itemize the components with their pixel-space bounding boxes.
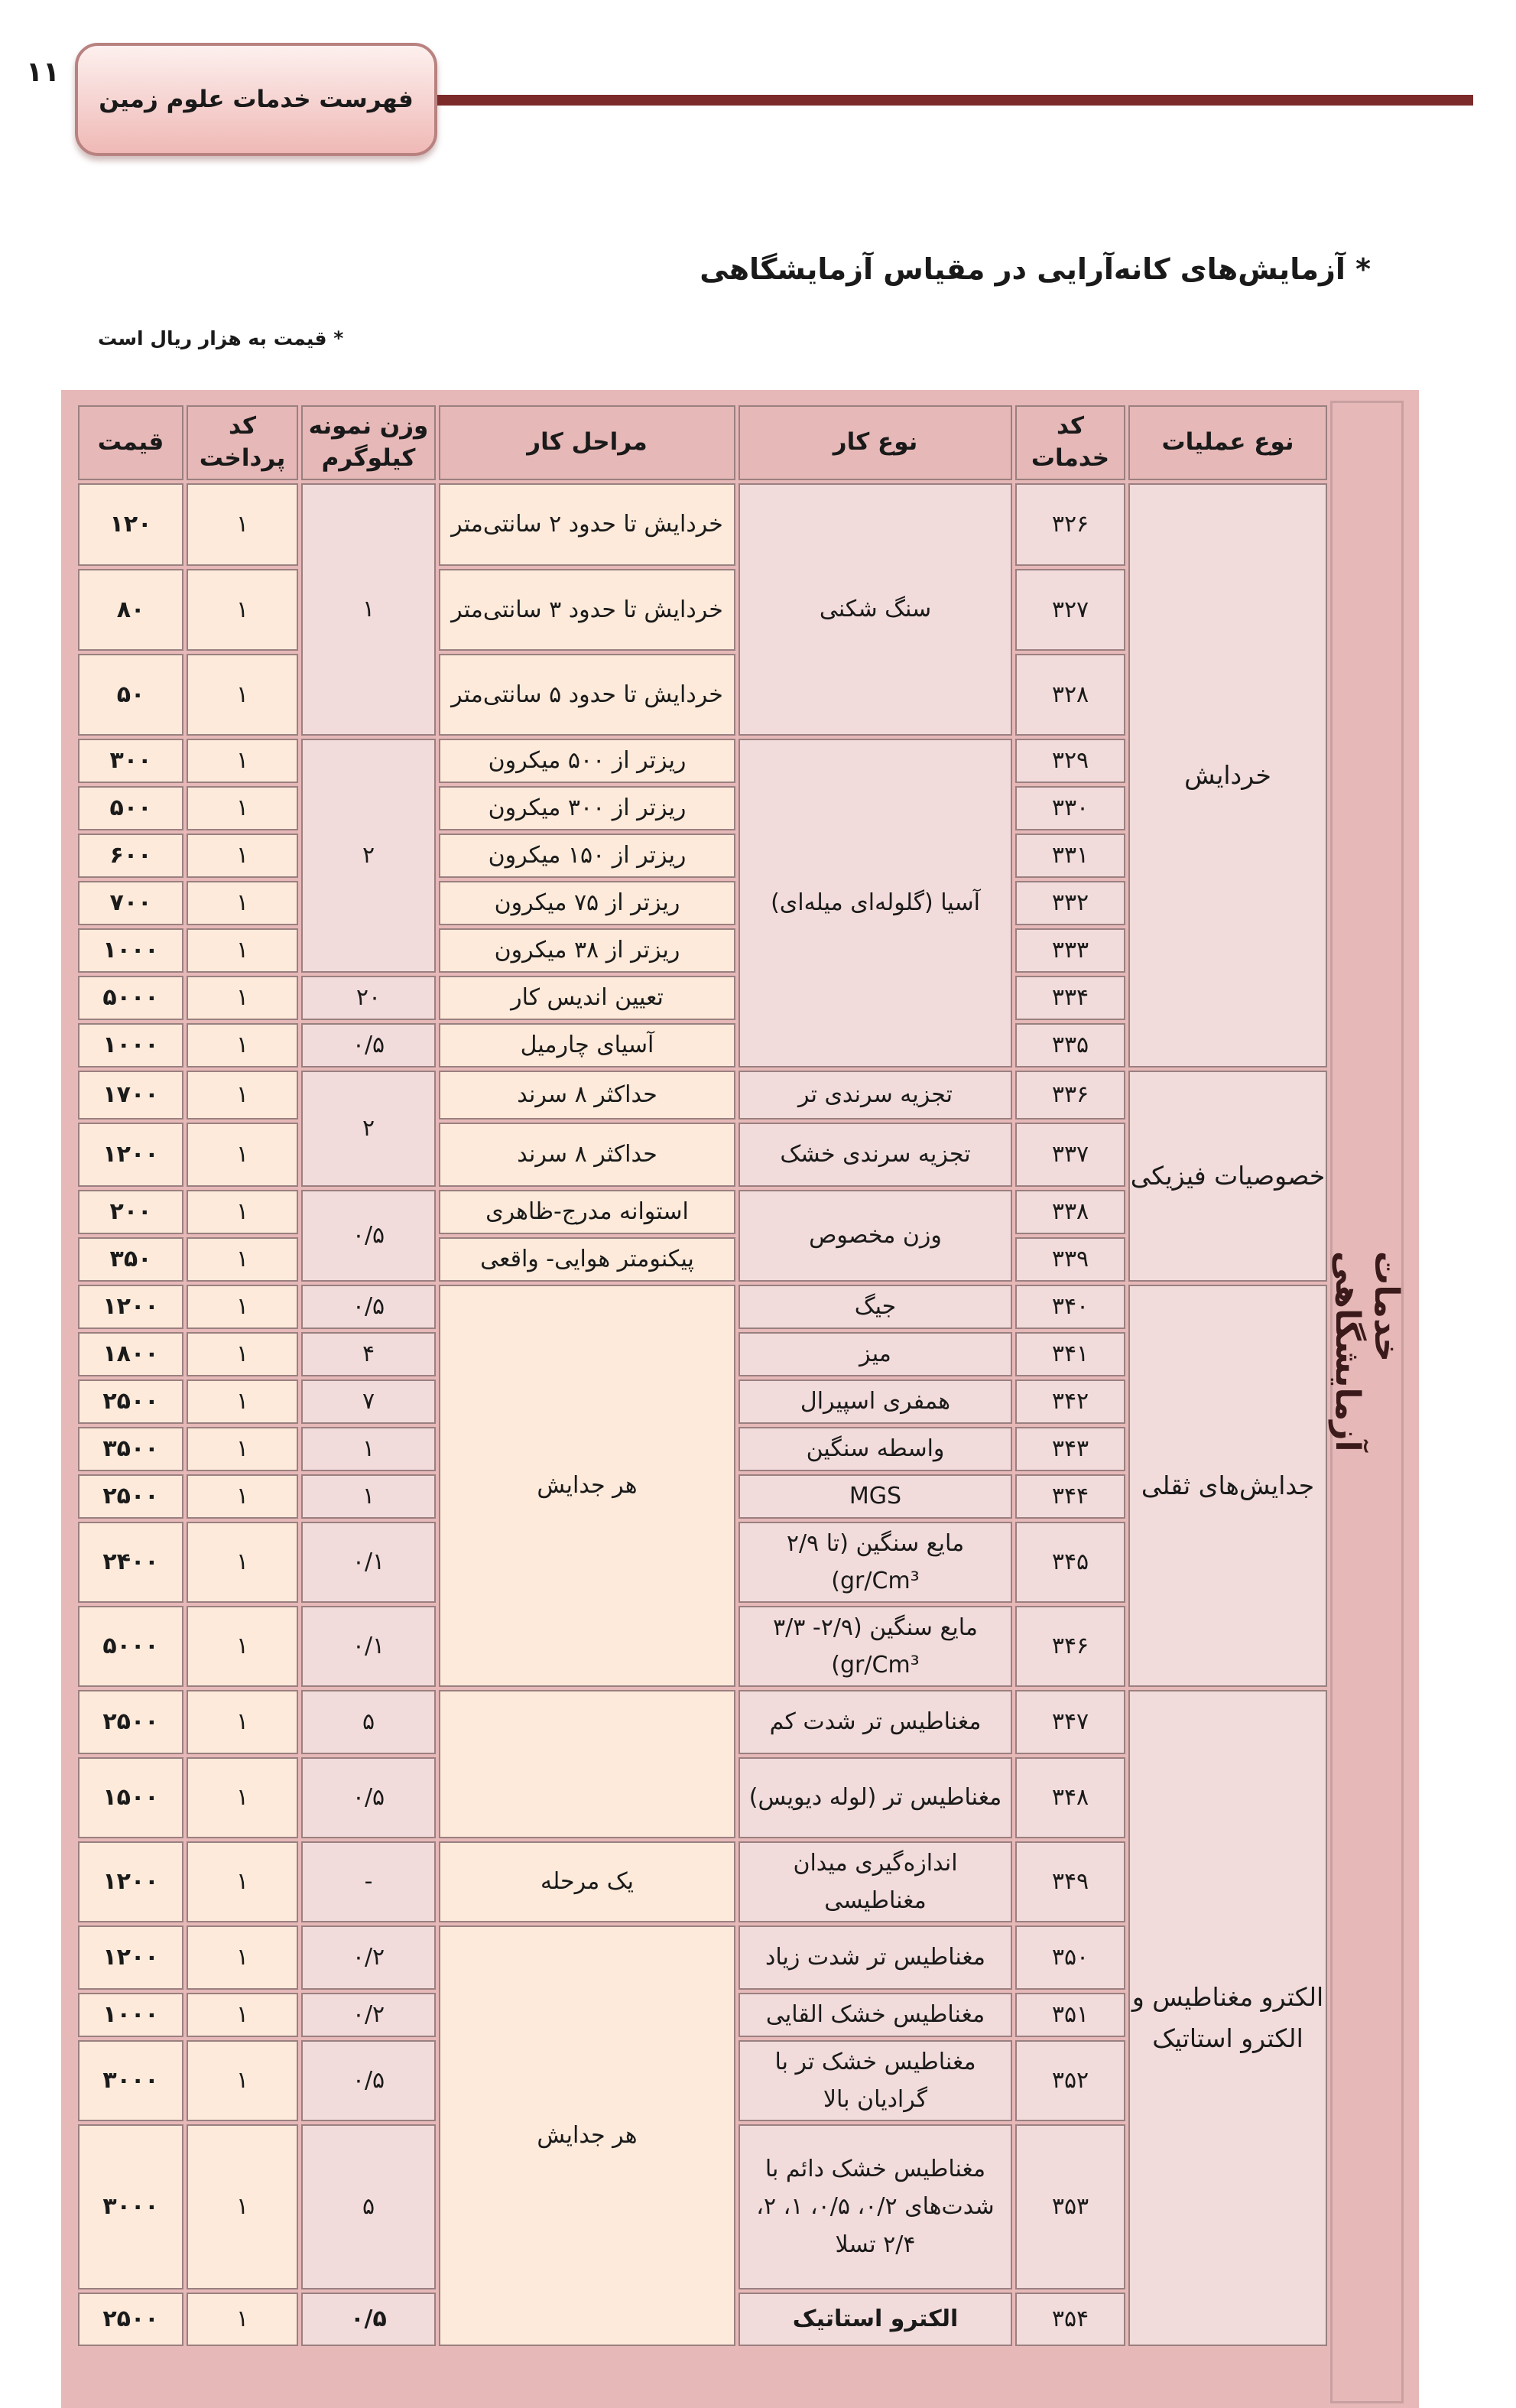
- price-cell: ۵۰۰۰: [78, 1606, 183, 1687]
- pay-code-cell: ۱: [187, 1190, 298, 1234]
- code-cell: ۳۵۲: [1015, 2040, 1125, 2121]
- stage-cell: خردایش تا حدود ۵ سانتی‌متر: [439, 654, 735, 736]
- weight-cell: ۰/۵: [301, 1285, 436, 1329]
- type-cell: میز: [739, 1332, 1012, 1376]
- price-cell: ۳۵۰: [78, 1237, 183, 1282]
- stage-cell: خردایش تا حدود ۲ سانتی‌متر: [439, 483, 735, 566]
- col-work-type: نوع کار: [739, 405, 1012, 480]
- stage-cell: پیکنومتر هوایی- واقعی: [439, 1237, 735, 1282]
- stage-cell: یک مرحله: [439, 1841, 735, 1922]
- type-cell: واسطه سنگین: [739, 1427, 1012, 1471]
- stage-cell: تعیین اندیس کار: [439, 976, 735, 1020]
- pay-code-cell: ۱: [187, 881, 298, 925]
- pay-code-cell: ۱: [187, 739, 298, 783]
- price-cell: ۶۰۰: [78, 834, 183, 878]
- services-table: [75, 402, 1330, 2349]
- type-cell: همفری اسپیرال: [739, 1379, 1012, 1424]
- weight-cell: ۰/۵: [301, 2293, 436, 2346]
- header-tab: فهرست خدمات علوم زمین: [75, 43, 437, 156]
- type-cell: مغناطیس تر شدت زیاد: [739, 1925, 1012, 1990]
- pay-code-cell: ۱: [187, 1606, 298, 1687]
- pay-code-cell: ۱: [187, 654, 298, 736]
- code-cell: ۳۴۸: [1015, 1757, 1125, 1838]
- pay-code-cell: ۱: [187, 1332, 298, 1376]
- stage-cell-empty: [439, 1690, 735, 1838]
- pay-code-cell: ۱: [187, 786, 298, 830]
- code-cell: ۳۳۳: [1015, 928, 1125, 973]
- type-cell: مغناطیس خشک تر با گرادیان بالا: [739, 2040, 1012, 2121]
- code-cell: ۳۲۹: [1015, 739, 1125, 783]
- weight-cell: ۷: [301, 1379, 436, 1424]
- weight-cell: ۰/۲: [301, 1925, 436, 1990]
- col-weight: وزن نمونه کیلوگرم: [301, 405, 436, 480]
- price-cell: ۲۵۰۰: [78, 2293, 183, 2346]
- code-cell: ۳۴۴: [1015, 1474, 1125, 1519]
- price-cell: ۳۵۰۰: [78, 1427, 183, 1471]
- price-cell: ۱۲۰۰: [78, 1841, 183, 1922]
- code-cell: ۳۴۳: [1015, 1427, 1125, 1471]
- code-cell: ۳۵۰: [1015, 1925, 1125, 1990]
- price-cell: ۱۲۰۰: [78, 1925, 183, 1990]
- pay-code-cell: ۱: [187, 1285, 298, 1329]
- table-row: [78, 483, 1327, 566]
- stage-cell: آسیای چارمیل: [439, 1023, 735, 1068]
- type-cell: مغناطیس تر شدت کم: [739, 1690, 1012, 1754]
- code-cell: ۳۳۸: [1015, 1190, 1125, 1234]
- weight-cell: ۴: [301, 1332, 436, 1376]
- code-cell: ۳۳۹: [1015, 1237, 1125, 1282]
- code-cell: ۳۴۰: [1015, 1285, 1125, 1329]
- code-cell: ۳۵۱: [1015, 1993, 1125, 2037]
- table-row: [78, 1285, 1327, 1329]
- code-cell: ۳۴۲: [1015, 1379, 1125, 1424]
- side-title: خدمات آزمایشگاهی: [1328, 1251, 1406, 1452]
- price-cell: ۵۰۰۰: [78, 976, 183, 1020]
- pay-code-cell: ۱: [187, 1690, 298, 1754]
- section-heading: * آزمایش‌های کانه‌آرایی در مقیاس آزمایشگاهی: [700, 252, 1371, 286]
- type-cell: مغناطیس تر (لوله دیویس): [739, 1757, 1012, 1838]
- pay-code-cell: ۱: [187, 1427, 298, 1471]
- page-number: ۱۱: [26, 57, 60, 88]
- type-cell: وزن مخصوص: [739, 1190, 1012, 1282]
- weight-cell: ۰/۱: [301, 1522, 436, 1603]
- price-cell: ۱۰۰۰: [78, 1993, 183, 2037]
- stage-cell: هر جدایش: [439, 1925, 735, 2346]
- type-cell: تجزیه سرندی خشک: [739, 1123, 1012, 1187]
- code-cell: ۳۳۱: [1015, 834, 1125, 878]
- type-cell: مایع سنگین (تا ۲/۹ gr/Cm³): [739, 1522, 1012, 1603]
- code-cell: ۳۳۰: [1015, 786, 1125, 830]
- weight-cell: ۲: [301, 1071, 436, 1187]
- price-cell: ۳۰۰۰: [78, 2040, 183, 2121]
- weight-cell: ۰/۵: [301, 1757, 436, 1838]
- weight-cell: ۲۰: [301, 976, 436, 1020]
- stage-cell: ریزتر از ۵۰۰ میکرون: [439, 739, 735, 783]
- code-cell: ۳۴۹: [1015, 1841, 1125, 1922]
- stage-cell: ریزتر از ۳۰۰ میکرون: [439, 786, 735, 830]
- code-cell: ۳۴۱: [1015, 1332, 1125, 1376]
- col-pay-code: کد پرداخت: [187, 405, 298, 480]
- pay-code-cell: ۱: [187, 1522, 298, 1603]
- col-operation: نوع عملیات: [1128, 405, 1327, 480]
- pay-code-cell: ۱: [187, 1237, 298, 1282]
- group-crushing: خردایش: [1128, 483, 1327, 1068]
- pay-code-cell: ۱: [187, 1023, 298, 1068]
- stage-cell: هر جدایش: [439, 1285, 735, 1687]
- price-cell: ۱۰۰۰: [78, 1023, 183, 1068]
- price-cell: ۱۰۰۰: [78, 928, 183, 973]
- price-cell: ۲۴۰۰: [78, 1522, 183, 1603]
- price-cell: ۱۲۰: [78, 483, 183, 566]
- type-cell: جیگ: [739, 1285, 1012, 1329]
- group-physical: خصوصیات فیزیکی: [1128, 1071, 1327, 1282]
- stage-cell: ریزتر از ۷۵ میکرون: [439, 881, 735, 925]
- weight-cell: ۵: [301, 1690, 436, 1754]
- stage-cell: خردایش تا حدود ۳ سانتی‌متر: [439, 569, 735, 651]
- stage-cell: ریزتر از ۱۵۰ میکرون: [439, 834, 735, 878]
- col-code: کد خدمات: [1015, 405, 1125, 480]
- pay-code-cell: ۱: [187, 1993, 298, 2037]
- price-cell: ۱۲۰۰: [78, 1123, 183, 1187]
- code-cell: ۳۳۴: [1015, 976, 1125, 1020]
- stage-cell: استوانه مدرج-ظاهری: [439, 1190, 735, 1234]
- pay-code-cell: ۱: [187, 1123, 298, 1187]
- weight-cell: ۰/۵: [301, 1023, 436, 1068]
- code-cell: ۳۲۶: [1015, 483, 1125, 566]
- header-rule: [413, 95, 1473, 106]
- weight-cell: ۰/۱: [301, 1606, 436, 1687]
- type-cell: اندازه‌گیری میدان مغناطیسی: [739, 1841, 1012, 1922]
- stage-cell: ریزتر از ۳۸ میکرون: [439, 928, 735, 973]
- pay-code-cell: ۱: [187, 1379, 298, 1424]
- col-stages: مراحل کار: [439, 405, 735, 480]
- price-note: * قیمت به هزار ریال است: [98, 327, 344, 349]
- pay-code-cell: ۱: [187, 483, 298, 566]
- weight-cell: ۵: [301, 2124, 436, 2289]
- weight-cell: ۱: [301, 1474, 436, 1519]
- price-cell: ۵۰۰: [78, 786, 183, 830]
- price-cell: ۲۵۰۰: [78, 1379, 183, 1424]
- weight-cell: ۰/۲: [301, 1993, 436, 2037]
- pay-code-cell: ۱: [187, 928, 298, 973]
- type-cell: مایع سنگین (۲/۹- ۳/۳ gr/Cm³): [739, 1606, 1012, 1687]
- code-cell: ۳۳۷: [1015, 1123, 1125, 1187]
- col-price: قیمت: [78, 405, 183, 480]
- code-cell: ۳۴۶: [1015, 1606, 1125, 1687]
- pay-code-cell: ۱: [187, 834, 298, 878]
- price-cell: ۱۷۰۰: [78, 1071, 183, 1120]
- pay-code-cell: ۱: [187, 1841, 298, 1922]
- type-cell: آسیا (گلوله‌ای میله‌ای): [739, 739, 1012, 1068]
- pay-code-cell: ۱: [187, 2293, 298, 2346]
- code-cell: ۳۴۵: [1015, 1522, 1125, 1603]
- code-cell: ۳۳۵: [1015, 1023, 1125, 1068]
- price-cell: ۳۰۰: [78, 739, 183, 783]
- price-cell: ۱۵۰۰: [78, 1757, 183, 1838]
- stage-cell: حداکثر ۸ سرند: [439, 1123, 735, 1187]
- code-cell: ۳۵۳: [1015, 2124, 1125, 2289]
- type-cell: مغناطیس خشک القایی: [739, 1993, 1012, 2037]
- price-cell: ۱۲۰۰: [78, 1285, 183, 1329]
- pay-code-cell: ۱: [187, 1925, 298, 1990]
- stage-cell: حداکثر ۸ سرند: [439, 1071, 735, 1120]
- weight-cell: ۱: [301, 483, 436, 736]
- pay-code-cell: ۱: [187, 1474, 298, 1519]
- price-cell: ۱۸۰۰: [78, 1332, 183, 1376]
- code-cell: ۳۳۲: [1015, 881, 1125, 925]
- header-row: [78, 405, 1327, 480]
- weight-cell: ۱: [301, 1427, 436, 1471]
- group-electro: الکترو مغناطیس و الکترو استاتیک: [1128, 1690, 1327, 2346]
- type-cell: تجزیه سرندی تر: [739, 1071, 1012, 1120]
- type-cell: الکترو استاتیک: [739, 2293, 1012, 2346]
- price-cell: ۷۰۰: [78, 881, 183, 925]
- pay-code-cell: ۱: [187, 1757, 298, 1838]
- type-cell: مغناطیس خشک دائم با شدت‌های ۰/۲، ۰/۵، ۱، ۲، ۲/۴ تسلا: [739, 2124, 1012, 2289]
- pay-code-cell: ۱: [187, 569, 298, 651]
- price-cell: ۲۵۰۰: [78, 1690, 183, 1754]
- code-cell: ۳۲۸: [1015, 654, 1125, 736]
- code-cell: ۳۳۶: [1015, 1071, 1125, 1120]
- price-cell: ۲۰۰: [78, 1190, 183, 1234]
- price-cell: ۳۰۰۰: [78, 2124, 183, 2289]
- price-cell: ۲۵۰۰: [78, 1474, 183, 1519]
- price-cell: ۸۰: [78, 569, 183, 651]
- code-cell: ۳۴۷: [1015, 1690, 1125, 1754]
- type-cell: MGS: [739, 1474, 1012, 1519]
- weight-cell: -: [301, 1841, 436, 1922]
- pay-code-cell: ۱: [187, 2124, 298, 2289]
- pay-code-cell: ۱: [187, 1071, 298, 1120]
- type-cell: سنگ شکنی: [739, 483, 1012, 736]
- pay-code-cell: ۱: [187, 976, 298, 1020]
- weight-cell: ۰/۵: [301, 2040, 436, 2121]
- price-cell: ۵۰: [78, 654, 183, 736]
- pay-code-cell: ۱: [187, 2040, 298, 2121]
- table-row: [78, 1071, 1327, 1120]
- code-cell: ۳۲۷: [1015, 569, 1125, 651]
- weight-cell: ۲: [301, 739, 436, 973]
- group-gravity: جدایش‌های ثقلی: [1128, 1285, 1327, 1687]
- weight-cell: ۰/۵: [301, 1190, 436, 1282]
- code-cell: ۳۵۴: [1015, 2293, 1125, 2346]
- table-row: [78, 1690, 1327, 1754]
